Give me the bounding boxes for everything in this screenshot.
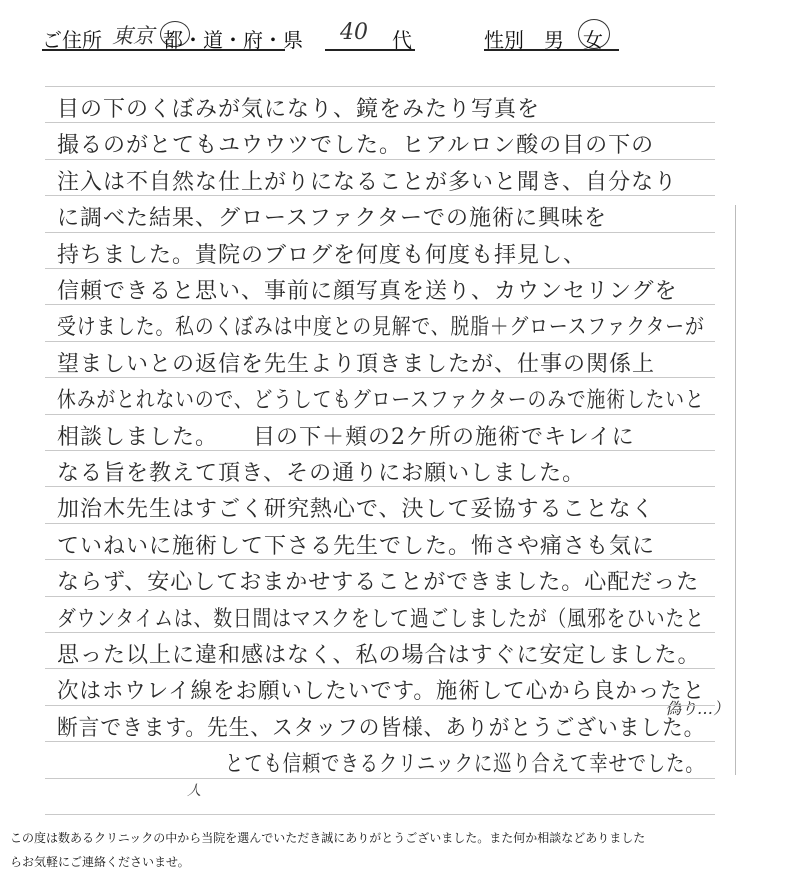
letter-line: ていねいに施術して下さる先生でした。怖さや痛さも気に (57, 533, 656, 559)
letter-line: ダウンタイムは、数日間はマスクをして過ごしましたが（風邪をひいたと (57, 606, 705, 632)
letter-line: なる旨を教えて頂き、その通りにお願いしました。 (57, 461, 586, 486)
insert-mark: 人 (187, 783, 201, 799)
residence-value: 東京 (112, 24, 154, 48)
letter-line: ならず、安心しておまかせすることができました。心配だった (57, 570, 700, 596)
margin-note: 偽り…） (665, 699, 730, 718)
letter-line: 断言できます。先生、スタッフの皆様、ありがとうございました。 (57, 715, 706, 741)
letter-line: 次はホウレイ線をお願いしたいです。施術して心から良かったと (57, 679, 706, 705)
residence-underline (42, 49, 285, 51)
age-underline (325, 49, 415, 51)
gender-male-option: 男 (544, 28, 564, 52)
letter-line: 注入は不自然な仕上がりになることが多いと聞き、自分なり (57, 169, 678, 195)
ruled-line (45, 814, 715, 815)
letter-line: 休みがとれないので、どうしてもグロースファクターのみで施術したいと (57, 388, 705, 414)
gender-female-option: 女 (583, 28, 603, 52)
residence-label: ご住所 (42, 28, 102, 52)
ruled-line (45, 86, 715, 87)
letter-line: に調べた結果、グロースファクターでの施術に興味を (57, 206, 608, 232)
right-edge-line (735, 205, 736, 775)
letter-line: 受けました。私のくぼみは中度との見解で、脱脂＋グロースファクターが (57, 315, 705, 341)
letter-line: 信頼できると思い、事前に顔写真を送り、カウンセリングを (57, 279, 678, 304)
letter-line: 相談しました。 目の下＋頬の2ケ所の施術でキレイに (57, 424, 635, 450)
letter-line: とても信頼できるクリニックに巡り合えて幸せでした。 (225, 752, 705, 778)
handwritten-letter (45, 68, 730, 828)
clinic-footer-note (10, 826, 800, 874)
letter-line: 思った以上に違和感はなく、私の場合はすぐに安定しました。 (57, 643, 701, 668)
prefecture-options: 都・道・府・県 (163, 28, 303, 52)
form-header (0, 0, 807, 60)
age-value: 40 (340, 20, 368, 45)
letter-line: 目の下のくぼみが気になり、鏡をみたり写真を (57, 97, 541, 122)
letter-line: 望ましいとの返信を先生より頂きましたが、仕事の関係上 (57, 351, 656, 377)
footer-line-1: この度は数あるクリニックの中から当院を選んでいただき誠にありがとうございました。また何か相談などありました (10, 831, 646, 845)
letter-line: 撮るのがとてもユウウツでした。ヒアルロン酸の目の下の (57, 133, 655, 159)
footer-line-2: らお気軽にご連絡くださいませ。 (10, 855, 190, 869)
letter-line: 持ちました。貴院のブログを何度も何度も拝見し、 (57, 242, 587, 268)
gender-label: 性別 (484, 28, 524, 52)
gender-underline (484, 49, 619, 51)
age-suffix: 代 (392, 28, 412, 52)
letter-line: 加治木先生はすごく研究熱心で、決して妥協することなく (57, 497, 655, 523)
